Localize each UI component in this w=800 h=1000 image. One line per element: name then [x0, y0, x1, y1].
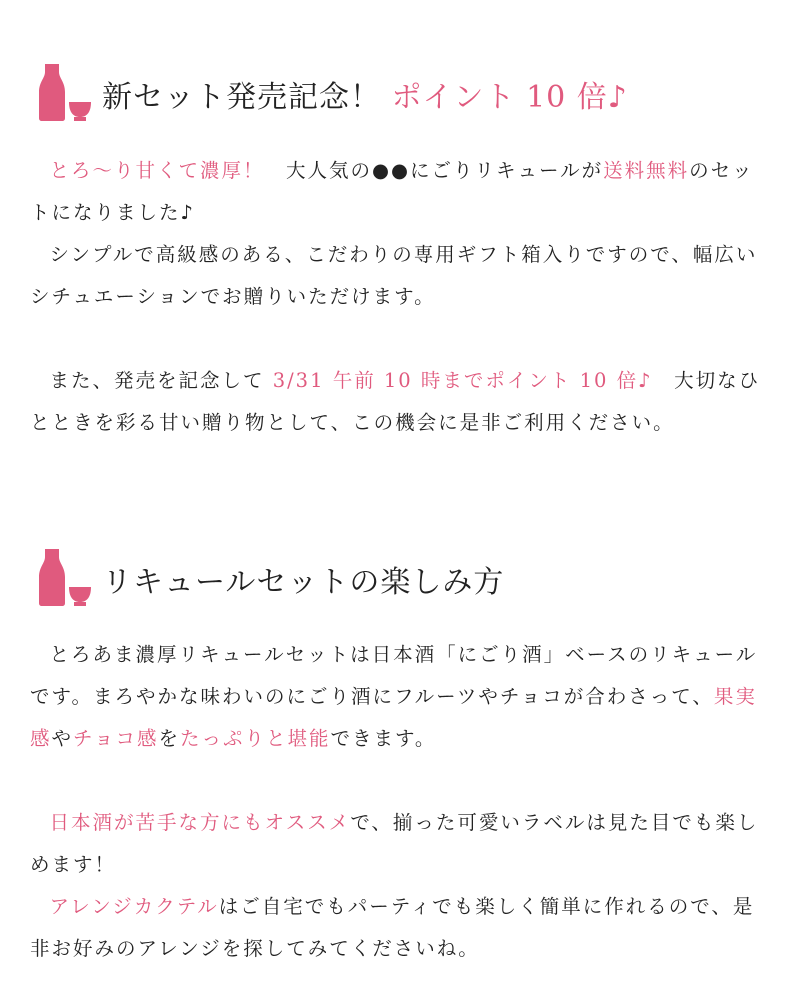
body-text: 大切なひとときを彩る甘い贈り物として、この機会に是非ご利用ください。: [30, 369, 761, 434]
paragraph: [30, 150, 770, 234]
heading-main: 新セット発売記念！: [102, 80, 381, 115]
body-text: とろあま濃厚リキュールセットは日本酒「にごり酒」ベースのリキュールです。まろやかな味わいのにごり酒にフルーツやチョコが合わさって、: [30, 643, 758, 708]
paragraph: シンプルで高級感のある、こだわりの専用ギフト箱入りですので、幅広いシチュエーションでお贈りいただけます。: [30, 243, 758, 308]
body-text: また、発売を記念して: [49, 369, 273, 392]
body-text: 大人気の●●にごりリキュールが: [264, 159, 604, 182]
highlight-text: 3/31 午前 10 時までポイント 10 倍♪: [272, 369, 653, 392]
body-text: のセットになりました♪: [30, 159, 754, 224]
sake-bottle-cup-icon: [36, 62, 94, 122]
highlight-text: 日本酒が苦手な方にもオススメ: [49, 811, 351, 834]
highlight-text: とろ〜り甘くて濃厚！: [49, 159, 265, 182]
body-text: はご自宅でもパーティでも楽しく簡単に作れるので、是非お好みのアレンジを探してみてくださいね。: [30, 895, 755, 960]
section-body: [30, 634, 770, 970]
highlight-text: 送料無料: [603, 159, 690, 182]
sake-bottle-cup-icon: [36, 547, 94, 607]
highlight-text: 果実感: [30, 685, 757, 750]
heading-title: [102, 78, 628, 118]
body-text: で、揃った可愛いラベルは見た目でも楽しめます！: [30, 811, 759, 876]
heading-title: リキュールセットの楽しみ方: [102, 565, 505, 600]
section-heading: [36, 62, 628, 122]
paragraph: [30, 886, 770, 970]
paragraph: [30, 634, 770, 760]
highlight-text: アレンジカクテル: [49, 895, 219, 918]
highlight-text: チョコ感: [73, 727, 159, 750]
highlight-text: たっぷりと堪能: [179, 727, 331, 750]
paragraph: [30, 802, 770, 886]
body-text: できます。: [330, 727, 437, 750]
section-heading: [36, 547, 504, 607]
heading-accent: ポイント 10 倍♪: [391, 80, 628, 115]
paragraph: [30, 360, 770, 444]
body-text: や: [51, 727, 74, 750]
section-body: [30, 150, 770, 444]
body-text: を: [158, 727, 180, 750]
